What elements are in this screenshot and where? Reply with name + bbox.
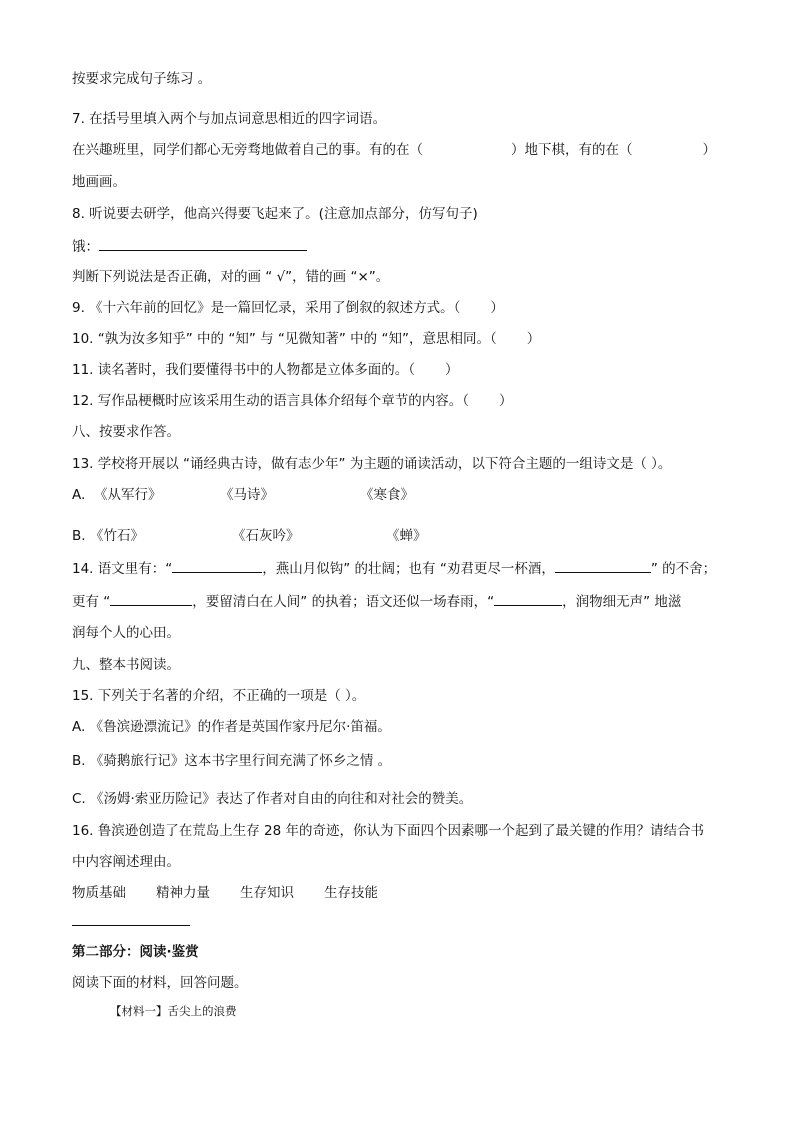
q14-text: ，润物细无声” 地滋 [562, 594, 682, 610]
section-9-heading: 九、整本书阅读。 [72, 657, 180, 673]
judge-item [72, 330, 540, 348]
q13-title: 13. 学校将开展以 “诵经典古诗，做有志少年” 为主题的诵读活动，以下符合主题的一组诗文是（ ）。 [72, 456, 672, 472]
q14-line1 [72, 559, 716, 578]
factor-item: 精神力量 [156, 885, 210, 901]
judge-close: ） [499, 393, 513, 409]
poem-title: 《蝉》 [386, 528, 427, 544]
judge-item-text: 12. 写作品梗概时应该采用生动的语言具体介绍每个章节的内容。（ [72, 393, 470, 409]
factor-item: 生存知识 [240, 885, 294, 901]
part-2-heading: 第二部分：阅读·鉴赏 [72, 944, 199, 960]
q14-text: 14. 语文里有：“ [72, 561, 173, 577]
q7-text-a: 在兴趣班里，同学们都心无旁骛地做着自己的事。有的在（ [72, 142, 423, 158]
judge-item [72, 299, 504, 317]
judge-item-text: 10. “孰为汝多知乎” 中的 “知” 与 “见微知著” 中的 “知”，意思相同。（ [72, 331, 497, 347]
judge-item [72, 392, 513, 410]
q7-title: 7. 在括号里填入两个与加点词意思相近的四字词语。 [72, 111, 387, 127]
option-label: B. [72, 528, 86, 544]
judge-item-text: 9. 《十六年前的回忆》是一篇回忆录，采用了倒叙的叙述方式。（ [72, 300, 461, 316]
q8-answer-blank[interactable] [99, 237, 307, 251]
q8-label: 饿： [72, 239, 99, 255]
judge-close: ） [490, 300, 504, 316]
q16-line1: 16. 鲁滨逊创造了在荒岛上生存 28 年的奇迹，你认为下面四个因素哪一个起到了最关键的作用？请结合书 [72, 823, 705, 839]
judge-item-text: 11. 读名著时，我们要懂得书中的人物都是立体多面的。（ [72, 362, 416, 378]
judge-instruction: 判断下列说法是否正确，对的画 “ √”，错的画 “×”。 [72, 269, 390, 285]
poem-title: 《竹石》 [90, 528, 144, 544]
section-instruction: 按要求完成句子练习 。 [72, 71, 212, 87]
q8-title: 8. 听说要去研学，他高兴得要飞起来了。(注意加点部分，仿写句子) [72, 206, 478, 222]
q7-line2: 地画画。 [72, 174, 126, 190]
section-8-heading: 八、按要求作答。 [72, 424, 180, 440]
q14-text: ” 的不舍； [650, 561, 717, 577]
q14-blank-4[interactable] [494, 592, 562, 606]
judge-close: ） [445, 362, 459, 378]
option-label: A. [72, 487, 86, 503]
q13-option-a[interactable] [72, 486, 414, 504]
q14-blank-3[interactable] [110, 592, 192, 606]
q14-text: ，燕山月似钩” 的壮阔；也有 “劝君更尽一杯酒， [262, 561, 555, 577]
poem-title: 《石灰吟》 [232, 528, 300, 544]
q14-line2 [72, 592, 681, 611]
judge-item [72, 361, 459, 379]
q15-option-c[interactable]: C. 《汤姆·索亚历险记》表达了作者对自由的向往和对社会的赞美。 [72, 791, 473, 807]
q16-line2: 中内容阐述理由。 [72, 854, 180, 870]
factor-item: 物质基础 [72, 885, 126, 901]
poem-title: 《马诗》 [220, 487, 274, 503]
q15-title: 15. 下列关于名著的介绍，不正确的一项是（ ）。 [72, 688, 366, 704]
q14-text: 更有 “ [72, 594, 111, 610]
section-divider [72, 925, 190, 926]
poem-title: 《寒食》 [360, 487, 414, 503]
q8-answer-line [72, 237, 307, 256]
judge-close: ） [526, 331, 541, 347]
q7-text-b: ）地下棋，有的在（ [511, 142, 633, 158]
q13-option-b[interactable] [72, 527, 427, 545]
poem-title: 《从军行》 [94, 487, 162, 503]
q7-text-c: ） [702, 142, 716, 158]
q7-line1 [72, 141, 716, 159]
factor-item: 生存技能 [324, 885, 378, 901]
q15-option-b[interactable]: B. 《骑鹅旅行记》这本书字里行间充满了怀乡之情 。 [72, 753, 392, 769]
q14-blank-2[interactable] [555, 559, 651, 573]
material-1-title: 【材料一】舌尖上的浪费 [110, 1004, 237, 1018]
part-2-instruction: 阅读下面的材料，回答问题。 [72, 975, 248, 991]
q14-line3: 润每个人的心田。 [72, 625, 180, 641]
q14-blank-1[interactable] [172, 559, 262, 573]
q15-option-a[interactable]: A. 《鲁滨逊漂流记》的作者是英国作家丹尼尔·笛福。 [72, 719, 391, 735]
q14-text: ，要留清白在人间” 的执着；语文还似一场春雨，“ [192, 594, 495, 610]
